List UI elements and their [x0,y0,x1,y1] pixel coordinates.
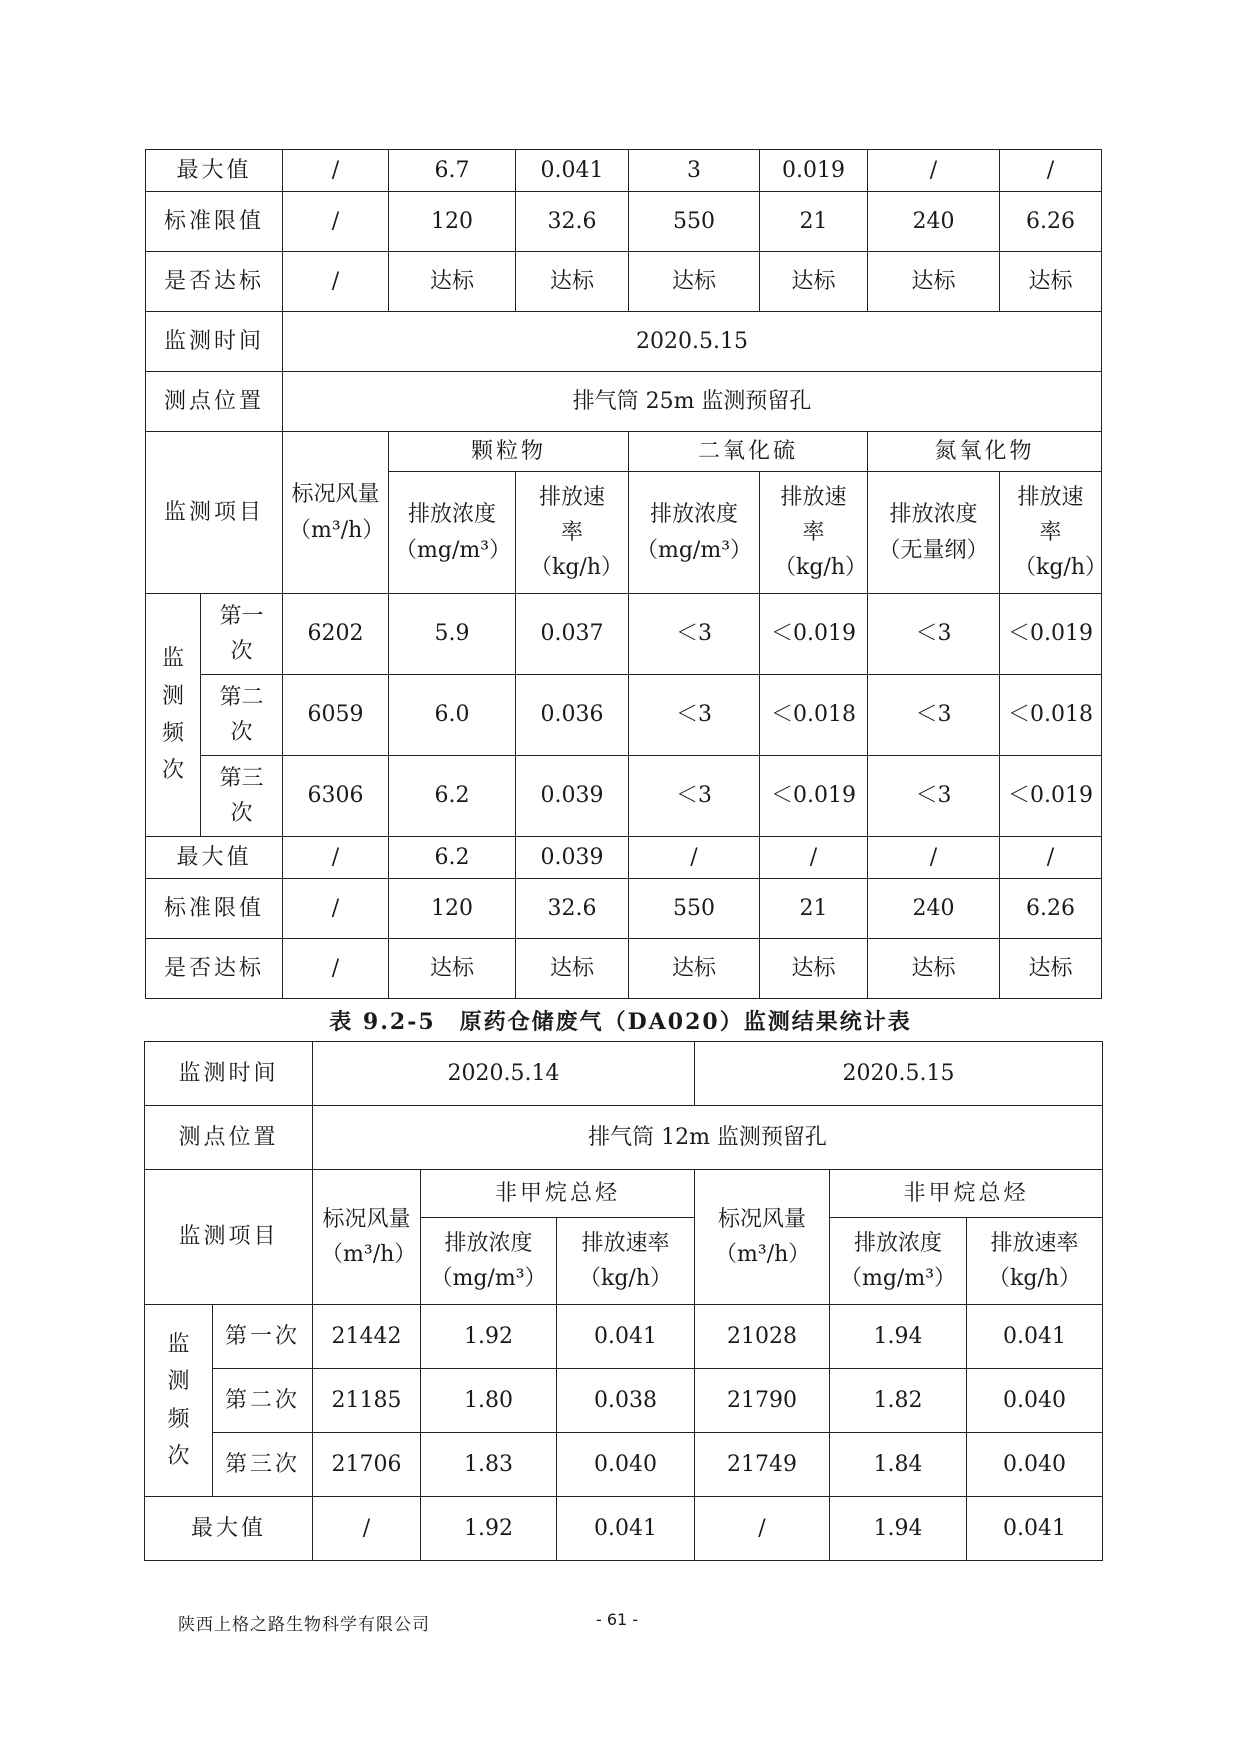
table-row [145,1305,1103,1369]
cell: 达标 [516,252,629,312]
row-label: 标准限值 [146,879,283,939]
cell: / [1000,150,1102,192]
table-row [145,1497,1103,1561]
cell: 0.038 [557,1369,695,1433]
cell: 240 [868,192,1000,252]
row-label: 是否达标 [146,252,283,312]
table-row [146,939,1102,999]
table-da020 [144,1041,1103,1561]
cell: ＜0.019 [1000,594,1102,675]
sub-header: 排放浓度（mg/m³） [629,472,760,594]
flow-header: 标况风量（m³/h） [283,432,389,594]
cell: 6.26 [1000,192,1102,252]
table-row [146,252,1102,312]
cell: 0.040 [967,1433,1103,1497]
date-value-1: 2020.5.14 [313,1042,695,1106]
table-row [146,192,1102,252]
cell: 32.6 [516,192,629,252]
cell: ＜3 [868,594,1000,675]
sub-header: 排放浓度（mg/m³） [389,472,516,594]
cell: 21185 [313,1369,421,1433]
cell: 1.82 [830,1369,967,1433]
group-header: 二氧化硫 [629,432,868,472]
footer-company: 陕西上格之路生物科学有限公司 [178,1615,430,1635]
row-label: 最大值 [146,150,283,192]
header-row [145,1170,1103,1218]
run-label: 第三次 [201,756,283,837]
date-value-2: 2020.5.15 [695,1042,1103,1106]
location-value: 排气筒 25m 监测预留孔 [283,372,1102,432]
cell: ＜3 [629,756,760,837]
cell: 21 [760,879,868,939]
cell: 21442 [313,1305,421,1369]
cell: 0.040 [557,1433,695,1497]
cell: 550 [629,879,760,939]
date-label: 监测时间 [146,312,283,372]
frequency-label: 监测频次 [146,594,201,837]
table-row [146,372,1102,432]
cell: 0.036 [516,675,629,756]
table-row [146,312,1102,372]
sub-header: 排放浓度（mg/m³） [830,1218,967,1305]
cell: 0.041 [967,1497,1103,1561]
cell: 0.039 [516,837,629,879]
cell: / [283,939,389,999]
cell: 0.039 [516,756,629,837]
cell: 达标 [760,939,868,999]
cell: 达标 [1000,939,1102,999]
cell: ＜0.019 [1000,756,1102,837]
cell: / [868,837,1000,879]
cell: 1.80 [421,1369,557,1433]
cell: 120 [389,879,516,939]
group-header: 颗粒物 [389,432,629,472]
table-row [146,879,1102,939]
cell: 达标 [629,939,760,999]
table-row [146,594,1102,675]
cell: 21706 [313,1433,421,1497]
cell: 0.041 [557,1305,695,1369]
row-label: 最大值 [146,837,283,879]
run-label: 第三次 [213,1433,313,1497]
cell: / [695,1497,830,1561]
item-label: 监测项目 [146,432,283,594]
cell: 达标 [1000,252,1102,312]
cell: 达标 [868,939,1000,999]
run-label: 第二次 [201,675,283,756]
cell: 0.041 [516,150,629,192]
cell: / [868,150,1000,192]
cell: 0.040 [967,1369,1103,1433]
location-label: 测点位置 [145,1106,313,1170]
cell: 6306 [283,756,389,837]
cell: 120 [389,192,516,252]
table-row [146,150,1102,192]
row-label: 最大值 [145,1497,313,1561]
cell: ＜3 [629,675,760,756]
cell: 达标 [868,252,1000,312]
cell: 0.041 [557,1497,695,1561]
table-row [145,1369,1103,1433]
group-header: 非甲烷总烃 [830,1170,1103,1218]
sub-header: 排放速率（kg/h） [967,1218,1103,1305]
flow-header: 标况风量（m³/h） [313,1170,421,1305]
run-label: 第二次 [213,1369,313,1433]
cell: ＜3 [629,594,760,675]
cell: 0.019 [760,150,868,192]
cell: 21790 [695,1369,830,1433]
table-caption: 表 9.2-5 原药仓储废气（DA020）监测结果统计表 [329,1009,912,1035]
cell: 6202 [283,594,389,675]
cell: 达标 [760,252,868,312]
cell: 5.9 [389,594,516,675]
cell: 6.26 [1000,879,1102,939]
cell: / [283,192,389,252]
table-row [145,1042,1103,1106]
cell: / [283,150,389,192]
cell: 21749 [695,1433,830,1497]
cell: / [629,837,760,879]
cell: 6.7 [389,150,516,192]
run-label: 第一次 [201,594,283,675]
cell: 240 [868,879,1000,939]
cell: 1.84 [830,1433,967,1497]
cell: / [283,879,389,939]
date-value: 2020.5.15 [283,312,1102,372]
flow-header: 标况风量（m³/h） [695,1170,830,1305]
cell: / [283,252,389,312]
cell: ＜0.019 [760,594,868,675]
cell: 21028 [695,1305,830,1369]
sub-header: 排放浓度（mg/m³） [421,1218,557,1305]
page-number: - 61 - [596,1610,639,1629]
cell: 0.037 [516,594,629,675]
header-row [146,432,1102,472]
table-row [146,756,1102,837]
cell: 1.92 [421,1305,557,1369]
frequency-label: 监测频次 [145,1305,213,1497]
cell: 550 [629,192,760,252]
cell: 1.83 [421,1433,557,1497]
cell: 1.94 [830,1497,967,1561]
cell: / [760,837,868,879]
item-label: 监测项目 [145,1170,313,1305]
cell: ＜3 [868,756,1000,837]
cell: 达标 [516,939,629,999]
cell: 达标 [389,939,516,999]
date-label: 监测时间 [145,1042,313,1106]
cell: 1.94 [830,1305,967,1369]
table-row [145,1106,1103,1170]
table-row [145,1433,1103,1497]
cell: 6.0 [389,675,516,756]
cell: / [313,1497,421,1561]
sub-header: 排放速率（kg/h） [557,1218,695,1305]
sub-header: 排放速率（kg/h） [516,472,629,594]
cell: / [283,837,389,879]
cell: / [1000,837,1102,879]
cell: 6059 [283,675,389,756]
sub-header: 排放速率（kg/h） [760,472,868,594]
group-header: 非甲烷总烃 [421,1170,695,1218]
sub-header: 排放浓度（无量纲） [868,472,1000,594]
cell: 0.041 [967,1305,1103,1369]
run-label: 第一次 [213,1305,313,1369]
table-row [146,675,1102,756]
cell: ＜0.018 [1000,675,1102,756]
cell: ＜0.019 [760,756,868,837]
cell: 32.6 [516,879,629,939]
cell: 达标 [629,252,760,312]
cell: ＜0.018 [760,675,868,756]
cell: 3 [629,150,760,192]
row-label: 是否达标 [146,939,283,999]
cell: 达标 [389,252,516,312]
table-row [146,837,1102,879]
table-da019-continued [145,149,1108,999]
cell: 1.92 [421,1497,557,1561]
sub-header: 排放速率（kg/h） [1000,472,1102,594]
location-label: 测点位置 [146,372,283,432]
row-label: 标准限值 [146,192,283,252]
cell: 21 [760,192,868,252]
location-value: 排气筒 12m 监测预留孔 [313,1106,1103,1170]
cell: ＜3 [868,675,1000,756]
group-header: 氮氧化物 [868,432,1102,472]
cell: 6.2 [389,756,516,837]
cell: 6.2 [389,837,516,879]
